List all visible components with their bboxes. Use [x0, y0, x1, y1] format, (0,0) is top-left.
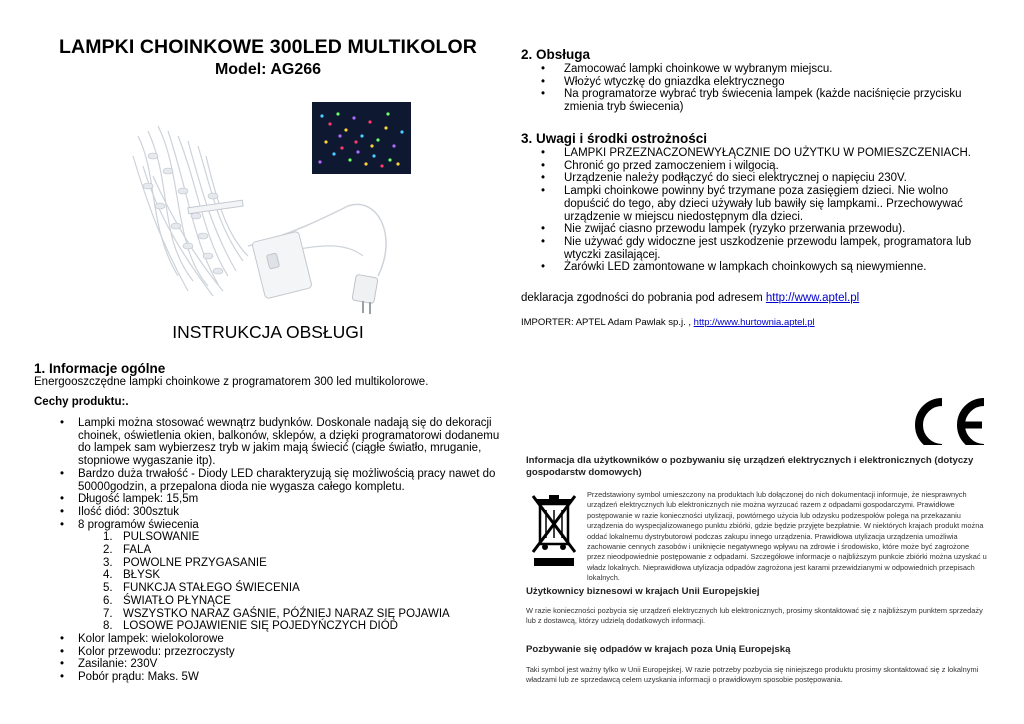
- program-label: PULSOWANIE: [123, 531, 200, 544]
- list-item: • Urządzenie należy podłączyć do sieci elektrycznej o napięciu 230V.: [541, 172, 991, 185]
- program-label: POWOLNE PRZYGASANIE: [123, 556, 267, 569]
- list-item: • Lampki można stosować wewnątrz budynków. Doskonale nadają się do dekoracji choinek, oświetlenia okien, balkonów, sklepów, a dzięki programatorowi dodanemu do lampek sam wybierzesz tryb w jakim mają świecić (ciągłe światło, mruganie, stopniowe wygaszanie itp).: [60, 417, 500, 468]
- program-number: 4.: [103, 569, 113, 582]
- list-item: • Zasilanie: 230V: [60, 658, 500, 671]
- section-1-heading: 1. Informacje ogólne: [34, 361, 166, 376]
- list-item: • Lampki choinkowe powinny być trzymane poza zasięgiem dzieci. Nie wolno dopuścić do tego, aby dzieci używały lub bawiły się lampkami.. Przechowywać urządzenie w miejscu niedostępnym dla dzieci.: [541, 185, 991, 223]
- business-users-heading: Użytkownicy biznesowi w krajach Unii Europejskiej: [526, 586, 760, 597]
- section-3-heading: 3. Uwagi i środki ostrożności: [521, 131, 708, 146]
- list-item: • Chronić go przed zamoczeniem i wilgocią.: [541, 160, 991, 173]
- list-item: • Nie zwijać ciasno przewodu lampek (ryzyko przerwania przewodu).: [541, 223, 991, 236]
- list-item: • Długość lampek: 15,5m: [60, 493, 500, 506]
- weee-text: Przedstawiony symbol umieszczony na produktach lub dołączonej do nich dokumentacji informuje, że niesprawnych urządzeń elektrycznych lub elektronicznych nie można wyrzucać razem z odpadami gospodarczymi. Prawidłowe postępowanie w razie konieczności utylizacji, powtórnego użycia lub odzysku podzespołów polega na przekazaniu urządzenia do wyspecjalizowanego punktu zbiórki, gdzie będzie przyjęte bezpłatnie. W niektórych krajach produkt można oddać lokalnemu dystrybutorowi podczas zakupu innego urządzenia. Prawidłowa utylizacja urządzenia umożliwia zachowanie cennych zasobów i uniknięcie negatywnego wpływu na zdrowie i środowisko, które może być zagrożone przez nieodpowiednie postępowanie z odpadami. Szczegółowe informacje o najbliższym punkcie zbiórki można uzyskać u władz lokalnych. Nieprawidłowa utylizacja odpadów zagrożona jest karami przewidzianymi w odpowiednich przepisach lokalnych.: [587, 490, 987, 583]
- lit-lights-photo: [312, 102, 411, 174]
- business-users-text: W razie konieczności pozbycia się urządzeń elektrycznych lub elektronicznych, prosimy skontaktować się z najbliższym punktem sprzedaży lub z dostawcą, którzy udzielą dodatkowych informacji.: [526, 606, 983, 626]
- model-number: Model: AG266: [214, 61, 322, 78]
- program-label: ŚWIATŁO PŁYNĄCE: [123, 594, 231, 607]
- list-item: [60, 519, 500, 633]
- program-label: FALA: [123, 544, 152, 557]
- program-item: [103, 569, 500, 582]
- program-label: FUNKCJA STAŁEGO ŚWIECENIA: [123, 582, 300, 595]
- instruction-title: INSTRUKCJA OBSŁUGI: [172, 322, 364, 342]
- list-item: • Na programatorze wybrać tryb świecenia lampek (każde naciśnięcie przycisku zmienia tryb świecenia): [541, 88, 991, 113]
- declaration-link[interactable]: http://www.aptel.pl: [765, 292, 860, 304]
- program-item: [103, 557, 500, 570]
- list-item: • Zamocować lampki choinkowe w wybranym miejscu.: [541, 63, 991, 76]
- programs-label: 8 programów świecenia: [78, 518, 199, 531]
- outside-eu-text: Taki symbol jest ważny tylko w Unii Europejskej. W razie potrzeby pozbycia się niniejszego produktu prosimy skontaktować się z lokalnymi władzami lub ze sprzedawcą celem uzyskania informacji o prawidłowym sposobie postępowania.: [526, 665, 979, 685]
- section-2-heading: 2. Obsługa: [521, 47, 591, 62]
- program-label: BŁYSK: [123, 569, 161, 582]
- list-item: • Pobór prądu: Maks. 5W: [60, 671, 500, 684]
- crossed-out-bin-icon: [530, 492, 578, 568]
- declaration-line: [521, 292, 859, 304]
- list-item: • Żarówki LED zamontowane w lampkach choinkowych są niewymienne.: [541, 261, 991, 274]
- program-number: 1.: [103, 531, 113, 544]
- safety-list: [541, 147, 991, 274]
- program-item: [103, 620, 500, 633]
- weee-heading: Informacja dla użytkowników o pozbywaniu się urządzeń elektrycznych i elektronicznych (dotyczy gospodarstw domowych): [526, 455, 974, 478]
- program-number: 6.: [103, 594, 113, 607]
- program-item: [103, 595, 500, 608]
- program-label: LOSOWE POJAWIENIE SIĘ POJEDYŃCZYCH DIÓD: [123, 620, 398, 633]
- list-item: • Ilość diód: 300sztuk: [60, 506, 500, 519]
- usage-list: [541, 63, 991, 114]
- importer-text: IMPORTER: APTEL Adam Pawlak sp.j. ,: [521, 317, 694, 328]
- program-number: 8.: [103, 620, 113, 633]
- program-label: WSZYSTKO NARAZ GAŚNIE, PÓŹNIEJ NARAZ SIĘ POJAWIA: [123, 607, 450, 620]
- importer-link[interactable]: http://www.hurtownia.aptel.pl: [693, 317, 815, 328]
- declaration-text: deklaracja zgodności do pobrania pod adresem: [521, 292, 766, 304]
- program-item: [103, 582, 500, 595]
- list-item: • Nie używać gdy widoczne jest uszkodzenie przewodu lampek, programatora lub wtyczki zasilającej.: [541, 236, 991, 261]
- features-list: [60, 417, 500, 684]
- program-number: 3.: [103, 556, 113, 569]
- importer-line: [521, 317, 815, 328]
- list-item: • Bardzo duża trwałość - Diody LED charakteryzują się możliwością pracy nawet do 50000godzin, a przepalona dioda nie wygasza całego kompletu.: [60, 468, 500, 493]
- program-item: [103, 531, 500, 544]
- outside-eu-heading: Pozbywanie się odpadów w krajach poza Unią Europejską: [526, 644, 791, 655]
- program-number: 5.: [103, 582, 113, 595]
- section-1-description: Energooszczędne lampki choinkowe z programatorem 300 led multikolorowe.: [34, 376, 429, 388]
- programs-list: [103, 531, 500, 633]
- program-number: 7.: [103, 607, 113, 620]
- features-label: Cechy produktu:.: [34, 396, 129, 408]
- list-item: • Włożyć wtyczkę do gniazdka elektrycznego: [541, 76, 991, 89]
- list-item: • Kolor przewodu: przezroczysty: [60, 646, 500, 659]
- ce-mark-icon: [912, 398, 988, 452]
- document-title: LAMPKI CHOINKOWE 300LED MULTIKOLOR: [59, 36, 477, 58]
- list-item: • Kolor lampek: wielokolorowe: [60, 633, 500, 646]
- program-item: [103, 608, 500, 621]
- program-number: 2.: [103, 544, 113, 557]
- program-item: [103, 544, 500, 557]
- list-item: • LAMPKI PRZEZNACZONEWYŁĄCZNIE DO UŻYTKU W POMIESZCZENIACH.: [541, 147, 991, 160]
